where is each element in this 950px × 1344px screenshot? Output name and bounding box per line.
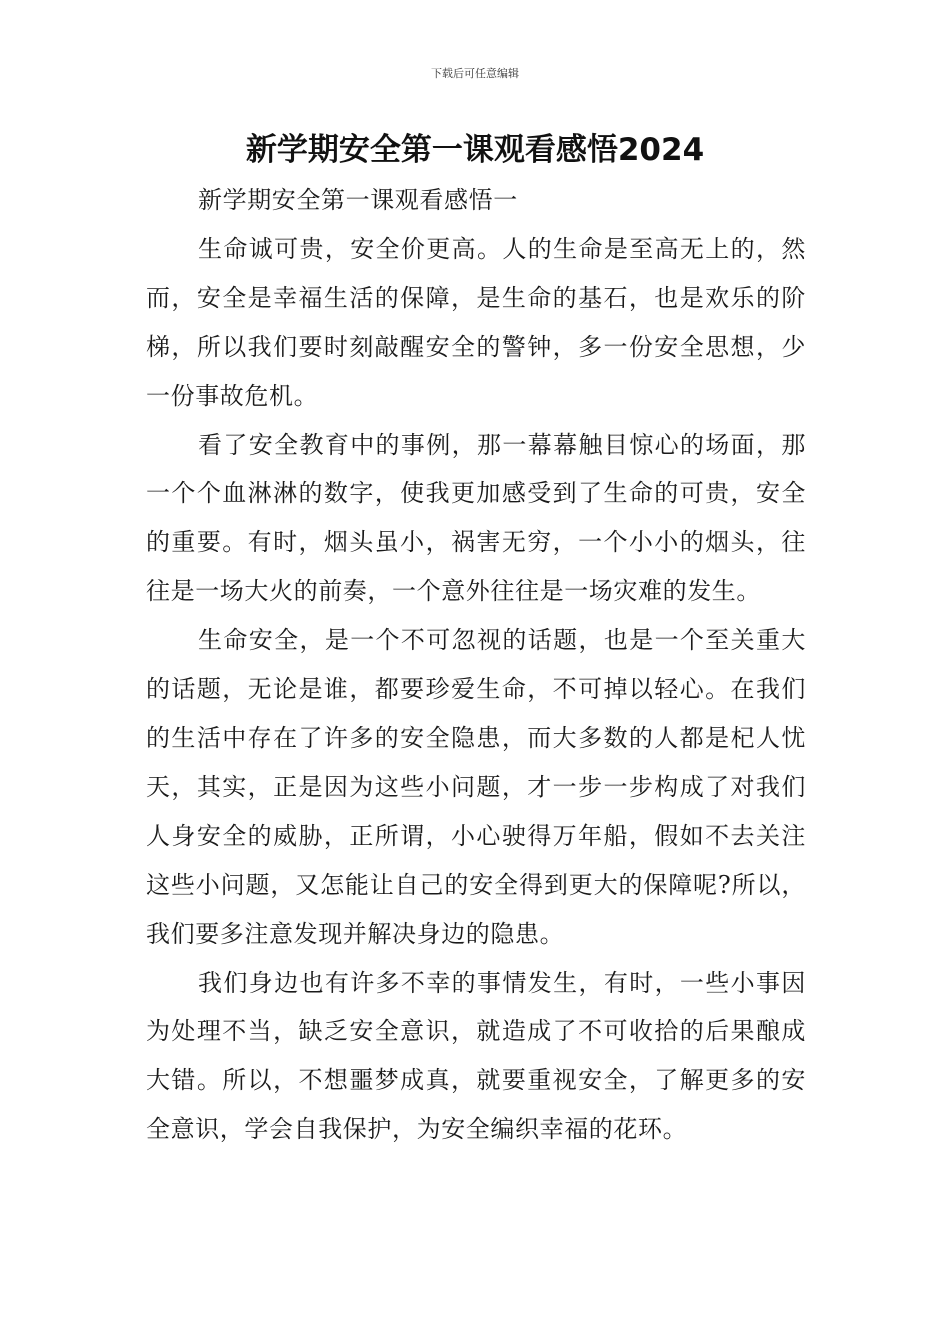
paragraph: 看了安全教育中的事例，那一幕幕触目惊心的场面，那一个个血淋淋的数字，使我更加感受到了生命的可贵，安全的重要。有时，烟头虽小，祸害无穷，一个小小的烟头，往往是一场大火的前奏，一个意外往往是一场灾难的发生。: [146, 430, 806, 606]
paragraph: 生命诚可贵，安全价更高。人的生命是至高无上的，然而，安全是幸福生活的保障，是生命的基石，也是欢乐的阶梯，所以我们要时刻敲醒安全的警钟，多一份安全思想，少一份事故危机。: [146, 234, 806, 410]
section-subtitle: 新学期安全第一课观看感悟一: [198, 186, 518, 214]
document-title: 新学期安全第一课观看感悟2024: [245, 132, 705, 168]
paragraph: 我们身边也有许多不幸的事情发生，有时，一些小事因为处理不当，缺乏安全意识，就造成了不可收拾的后果酿成大错。所以，不想噩梦成真，就要重视安全，了解更多的安全意识，学会自我保护，为安全编织幸福的花环。: [146, 968, 806, 1144]
document-body: [146, 176, 806, 1154]
header-note: 下载后可任意编辑: [431, 67, 519, 80]
paragraph: 生命安全，是一个不可忽视的话题，也是一个至关重大的话题，无论是谁，都要珍爱生命，不可掉以轻心。在我们的生活中存在了许多的安全隐患，而大多数的人都是杞人忧天，其实，正是因为这些小问题，才一步一步构成了对我们人身安全的威胁，正所谓，小心驶得万年船，假如不去关注这些小问题，又怎能让自己的安全得到更大的保障呢?所以，我们要多注意发现并解决身边的隐患。: [146, 626, 806, 948]
